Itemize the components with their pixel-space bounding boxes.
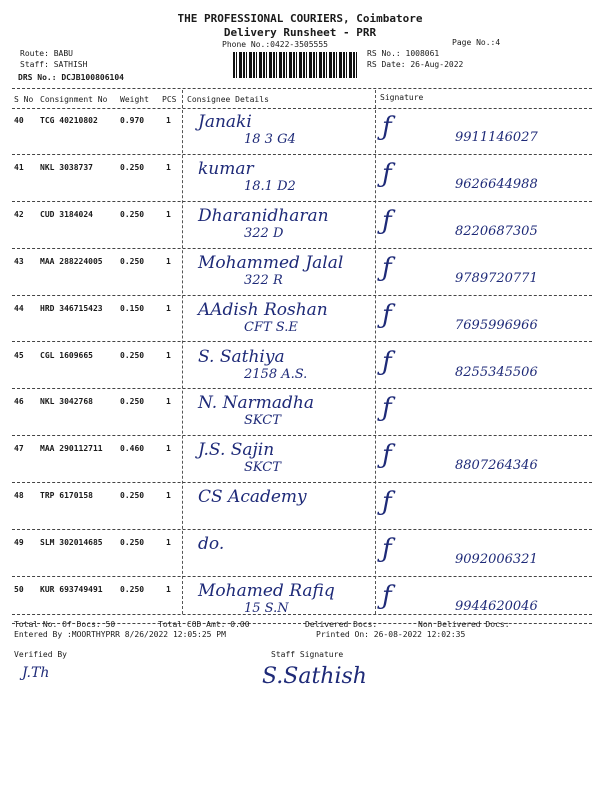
col-weight: Weight [120, 95, 149, 104]
drs-number: DRS No.: DCJB100806104 [18, 73, 124, 82]
printed-on: Printed On: 26-08-2022 12:02:35 [316, 630, 466, 639]
consignment-number: MAA 290112711 [40, 444, 103, 454]
serial-number: 47 [14, 444, 24, 454]
signature-phone: 9092006321 [455, 552, 538, 568]
table-row [0, 202, 600, 249]
consignee-address: 322 R [244, 272, 283, 288]
staff-handwritten-signature: S.Sathish [262, 664, 367, 689]
rs-number: RS No.: 1008061 [367, 49, 440, 58]
divider [12, 614, 592, 615]
handwritten-signature: ƒ [382, 346, 392, 377]
col-signature: Signature [380, 93, 424, 102]
rs-date: RS Date: 26-Aug-2022 [367, 60, 464, 69]
table-row [0, 108, 600, 155]
weight-value: 0.970 [120, 116, 145, 125]
table-row [0, 483, 600, 530]
consignee-address: 322 D [244, 225, 284, 241]
weight-value: 0.250 [120, 256, 145, 266]
signature-phone: 9626644988 [455, 176, 538, 192]
consignee-name: Mohammed Jalal [198, 252, 344, 273]
serial-number: 46 [14, 397, 24, 407]
weight-value: 0.250 [120, 162, 145, 172]
signature-phone: 7695996966 [455, 317, 538, 333]
pcs-value: 1 [166, 303, 171, 313]
consignment-number: TCG 40210802 [40, 116, 98, 125]
weight-value: 0.250 [120, 209, 145, 219]
pcs-value: 1 [166, 397, 171, 407]
col-consignment: Consignment No [40, 95, 108, 104]
pcs-value: 1 [166, 209, 171, 219]
serial-number: 45 [14, 350, 24, 360]
consignee-address: 18.1 D2 [244, 178, 296, 194]
signature-phone: 8220687305 [455, 223, 538, 239]
signature-phone: 8807264346 [455, 458, 538, 474]
serial-number: 42 [14, 209, 24, 219]
pcs-value: 1 [166, 256, 171, 266]
consignee-address: SKCT [244, 413, 281, 429]
pcs-value: 1 [166, 116, 171, 125]
pcs-value: 1 [166, 162, 171, 172]
consignee-name: Mohamed Rafiq [198, 581, 335, 601]
serial-number: 48 [14, 491, 24, 501]
staff-signature-label: Staff Signature [271, 650, 344, 659]
handwritten-signature: ƒ [382, 393, 392, 424]
consignee-name: Janaki [198, 112, 252, 132]
signature-phone: 9911146027 [455, 130, 538, 145]
consignment-number: KUR 693749491 [40, 585, 103, 594]
consignee-name: Dharanidharan [198, 205, 329, 226]
consignment-number: CUD 3184024 [40, 209, 93, 219]
staff: Staff: SATHISH [20, 60, 88, 69]
weight-value: 0.460 [120, 444, 145, 454]
table-row [0, 343, 600, 390]
phone-number: Phone No.:0422-3505555 [222, 40, 328, 49]
consignee-address: 15 S.N [244, 601, 289, 616]
consignee-address: 18 3 G4 [244, 132, 296, 147]
pcs-value: 1 [166, 444, 171, 454]
table-row [0, 389, 600, 436]
serial-number: 44 [14, 303, 24, 313]
weight-value: 0.250 [120, 585, 145, 594]
consignment-number: MAA 288224005 [40, 256, 103, 266]
verified-signature: J.Th [22, 665, 50, 681]
table-row [0, 577, 600, 624]
delivered-docs: Delivered Docs: [305, 620, 378, 629]
consignee-name: CS Academy [198, 487, 307, 508]
consignee-address: SKCT [244, 460, 281, 476]
consignee-address: CFT S.E [244, 319, 298, 335]
consignment-number: HRD 346715423 [40, 303, 103, 313]
table-row [0, 530, 600, 577]
consignee-name: do. [198, 534, 225, 555]
signature-phone: 9944620046 [455, 599, 538, 614]
table-row [0, 249, 600, 296]
pcs-value: 1 [166, 491, 171, 501]
serial-number: 40 [14, 116, 24, 125]
total-docs: Total No. Of Docs: 50 [14, 620, 116, 629]
handwritten-signature: ƒ [382, 112, 392, 142]
document-title: Delivery Runsheet - PRR [223, 26, 377, 39]
weight-value: 0.150 [120, 303, 145, 313]
handwritten-signature: ƒ [382, 581, 392, 611]
handwritten-signature: ƒ [382, 205, 392, 236]
table-row [0, 296, 600, 343]
weight-value: 0.250 [120, 397, 145, 407]
table-row [0, 155, 600, 202]
company-name: THE PROFESSIONAL COURIERS, Coimbatore [177, 12, 423, 25]
col-pcs: PCS [162, 95, 177, 104]
serial-number: 41 [14, 162, 24, 172]
handwritten-signature: ƒ [382, 440, 392, 471]
route: Route: BABU [20, 49, 73, 58]
entered-by: Entered By :MOORTHYPRR 8/26/2022 12:05:25 PM [14, 630, 226, 639]
total-cod: Total COD Amt: 0.00 [158, 620, 250, 629]
pcs-value: 1 [166, 538, 171, 548]
page-number: Page No.:4 [452, 38, 501, 47]
barcode [233, 52, 357, 78]
serial-number: 49 [14, 538, 24, 548]
non-delivered-docs: Non Delivered Docs: [418, 620, 510, 629]
consignee-name: kumar [198, 158, 254, 179]
signature-phone: 8255345506 [455, 364, 538, 380]
col-consignee: Consignee Details [187, 95, 269, 104]
divider [12, 88, 592, 89]
serial-number: 43 [14, 256, 24, 266]
handwritten-signature: ƒ [382, 534, 392, 565]
consignment-number: SLM 302014685 [40, 538, 103, 548]
pcs-value: 1 [166, 585, 171, 594]
handwritten-signature: ƒ [382, 487, 392, 518]
weight-value: 0.250 [120, 538, 145, 548]
weight-value: 0.250 [120, 350, 145, 360]
consignee-name: N. Narmadha [198, 393, 314, 414]
handwritten-signature: ƒ [382, 158, 392, 189]
consignment-number: NKL 3042768 [40, 397, 93, 407]
consignee-name: S. Sathiya [198, 346, 285, 367]
consignment-number: CGL 1609665 [40, 350, 93, 360]
weight-value: 0.250 [120, 491, 145, 501]
handwritten-signature: ƒ [382, 299, 392, 330]
consignee-name: J.S. Sajin [198, 440, 275, 461]
verified-by-label: Verified By [14, 650, 67, 659]
serial-number: 50 [14, 585, 24, 594]
consignee-name: AAdish Roshan [198, 299, 328, 320]
pcs-value: 1 [166, 350, 171, 360]
signature-phone: 9789720771 [455, 270, 538, 286]
consignment-number: NKL 3038737 [40, 162, 93, 172]
consignment-number: TRP 6170158 [40, 491, 93, 501]
consignee-address: 2158 A.S. [244, 366, 308, 382]
col-sno: S No [14, 95, 34, 104]
handwritten-signature: ƒ [382, 252, 392, 283]
table-row [0, 436, 600, 483]
